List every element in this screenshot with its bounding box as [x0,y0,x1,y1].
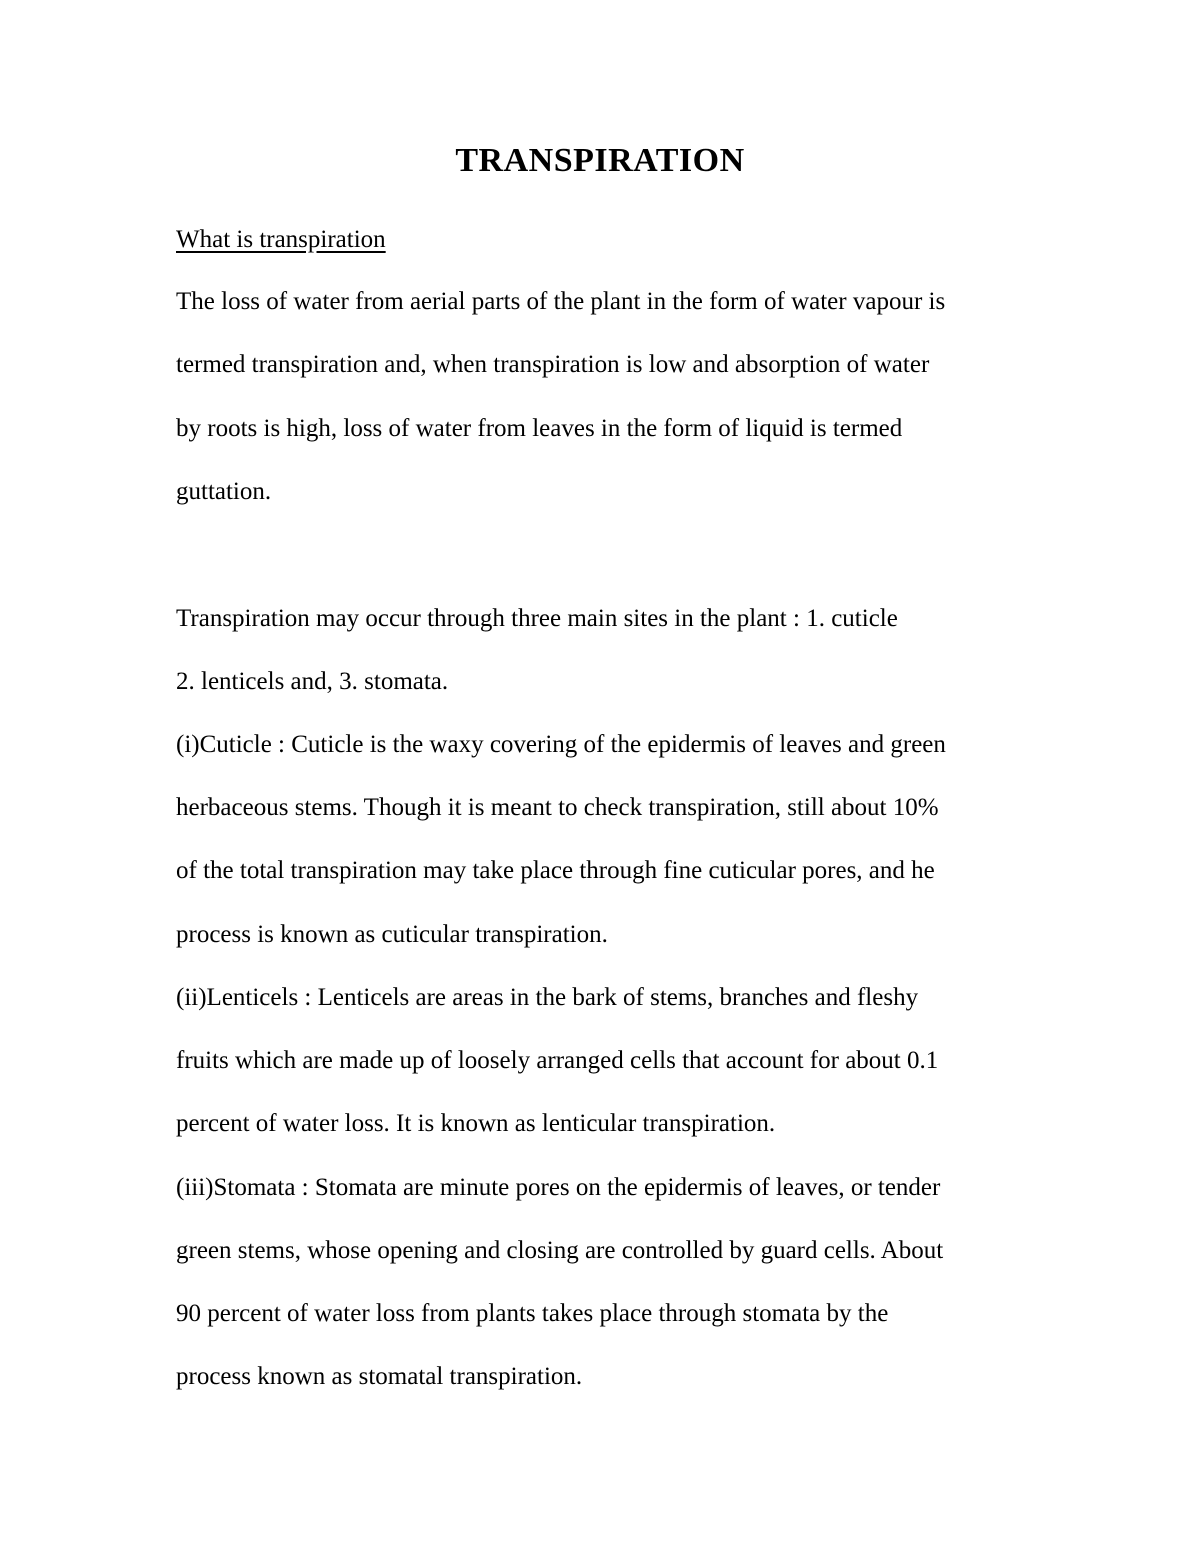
paragraph-line: guttation. [176,478,272,505]
paragraph-line: Transpiration may occur through three main sites in the plant : 1. cuticle [176,605,898,632]
paragraph-line: (i)Cuticle : Cuticle is the waxy covering of the epidermis of leaves and green [176,731,946,758]
paragraph-line: percent of water loss. It is known as lenticular transpiration. [176,1110,776,1137]
paragraph-line: process is known as cuticular transpiration. [176,921,608,948]
paragraph-line: 90 percent of water loss from plants takes place through stomata by the [176,1300,889,1327]
paragraph-line: The loss of water from aerial parts of the plant in the form of water vapour is [176,288,946,315]
paragraph-line: termed transpiration and, when transpiration is low and absorption of water [176,351,930,378]
paragraph-line: of the total transpiration may take place through fine cuticular pores, and he [176,857,935,884]
paragraph-line: process known as stomatal transpiration. [176,1363,583,1390]
paragraph-line: fruits which are made up of loosely arranged cells that account for about 0.1 [176,1047,939,1074]
paragraph-line: (ii)Lenticels : Lenticels are areas in the bark of stems, branches and fleshy [176,984,919,1011]
paragraph-line: by roots is high, loss of water from leaves in the form of liquid is termed [176,415,903,442]
section-heading: What is transpiration [176,226,386,253]
page-title: TRANSPIRATION [455,142,745,179]
paragraph-line: herbaceous stems. Though it is meant to check transpiration, still about 10% [176,794,939,821]
paragraph-line: (iii)Stomata : Stomata are minute pores on the epidermis of leaves, or tender [176,1174,941,1201]
paragraph-line: green stems, whose opening and closing are controlled by guard cells. About [176,1237,944,1264]
paragraph-line: 2. lenticels and, 3. stomata. [176,668,449,695]
